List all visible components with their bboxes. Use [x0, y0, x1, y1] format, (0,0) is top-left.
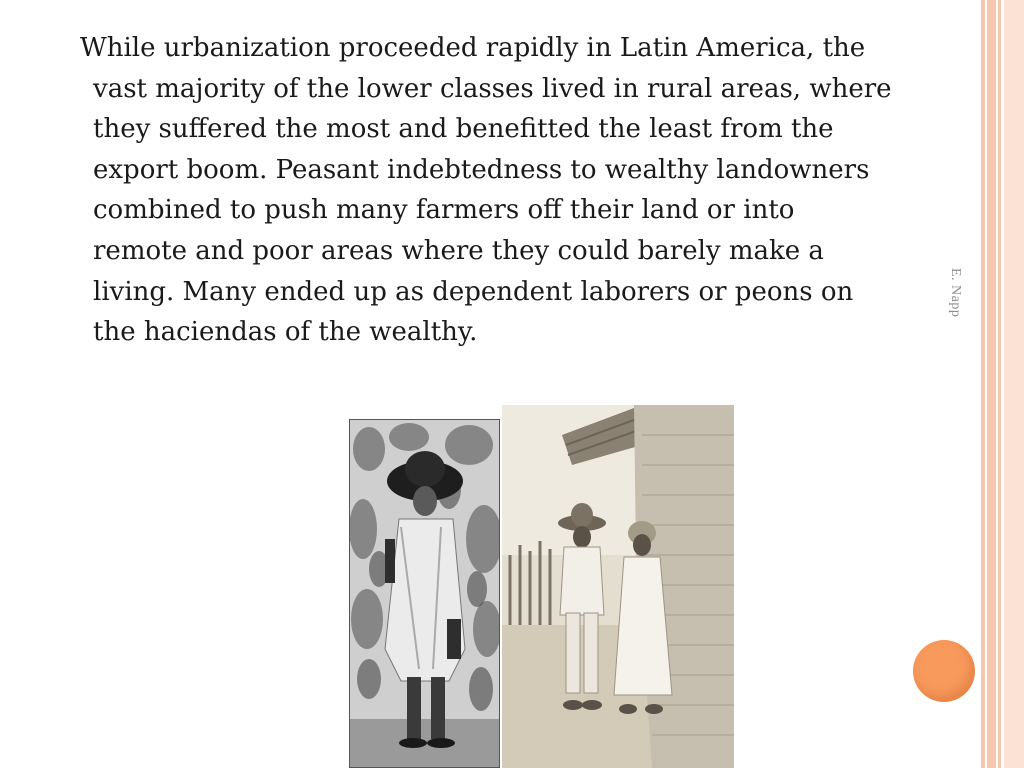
stripe — [998, 0, 1001, 768]
footer-author: E. Napp — [948, 268, 963, 318]
stripe — [987, 0, 996, 768]
photo-peasant-couple — [502, 405, 734, 768]
photo-peasant-man — [349, 419, 500, 768]
decorative-stripes — [981, 0, 1024, 768]
body-text: While urbanization proceeded rapidly in Latin America, the vast majority of the lower classes lived in rural areas, where they suffered the most and benefitted the least from the export boom. Peasant indebtedness to wealthy landowners combined to push many farmers off their land or into remote and poor areas where they could barely make a living. Many ended up as dependent laborers or peons on the haciendas of the wealthy. — [80, 33, 892, 348]
stripe — [981, 0, 985, 768]
accent-circle — [913, 640, 975, 702]
stripe — [1004, 0, 1024, 768]
